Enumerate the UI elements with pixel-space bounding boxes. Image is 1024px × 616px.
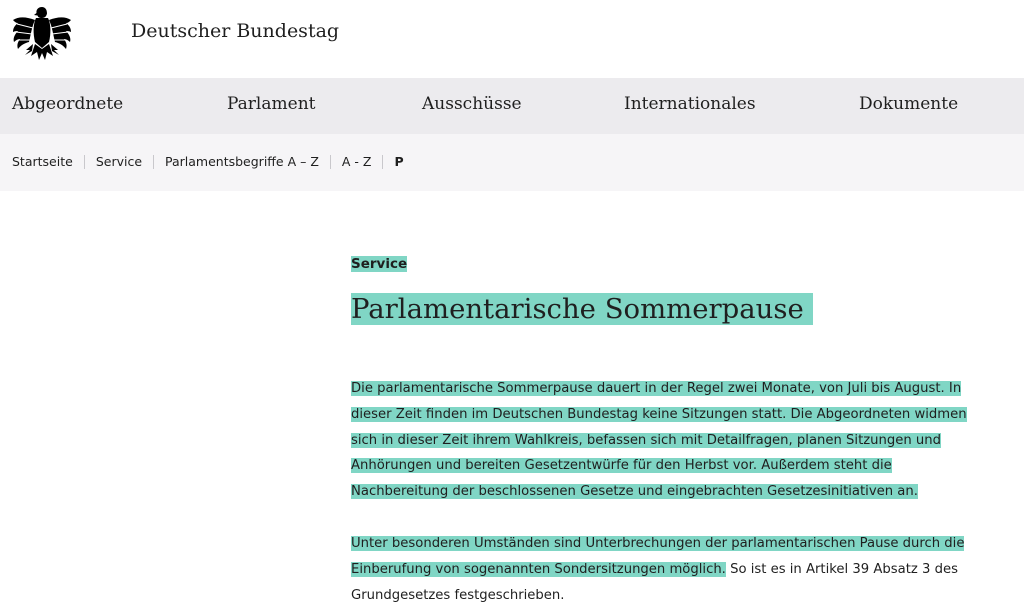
nav-item-parlament[interactable]: Parlament <box>227 94 316 114</box>
breadcrumb <box>12 154 404 169</box>
breadcrumb-bar <box>0 134 1024 191</box>
breadcrumb-separator <box>382 155 383 169</box>
article-paragraph-2 <box>351 531 991 608</box>
nav-item-dokumente[interactable]: Dokumente <box>859 94 959 114</box>
article-kicker <box>351 252 991 276</box>
paragraph-1-text: Die parlamentarische Sommerpause dauert in der Regel zwei Monate, von Juli bis August. In dieser Zeit finden im Deutschen Bundestag keine Sitzungen statt. Die Abgeordneten widmen sich in dieser Zeit ihrem Wahlkreis, befassen sich mit Detailfragen, planen Sitzungen und Anhörungen und bereiten Gesetzentwürfe für den Herbst vor. Außerdem steht die Nachbereitung der beschlossenen Gesetze und eingebrachten Gesetzesinitiativen an. <box>351 381 967 500</box>
page-title-text: Parlamentarische Sommerpause <box>351 293 813 325</box>
breadcrumb-current-page: P <box>394 154 404 169</box>
paragraph-2-rest-text: So ist es in Artikel 39 Absatz 3 des Grundgesetzes festgeschrieben. <box>351 561 958 603</box>
site-header <box>0 0 1024 78</box>
federal-eagle-icon[interactable] <box>11 4 73 64</box>
nav-item-internationales[interactable]: Internationales <box>624 94 756 114</box>
nav-item-ausschuesse[interactable]: Ausschüsse <box>422 94 522 114</box>
main-navigation <box>0 78 1024 134</box>
breadcrumb-separator <box>84 155 85 169</box>
site-title-link[interactable]: Deutscher Bundestag <box>131 20 340 42</box>
breadcrumb-separator <box>330 155 331 169</box>
paragraph-2-highlighted-text: Unter besonderen Umständen sind Unterbrechungen der parlamentarischen Pause durch die Einberufung von sogenannten Sondersitzungen möglich. <box>351 535 965 577</box>
breadcrumb-startseite[interactable]: Startseite <box>12 154 73 169</box>
article-content <box>351 252 991 608</box>
article-kicker-text: Service <box>351 256 408 272</box>
article-paragraph-1 <box>351 376 991 505</box>
breadcrumb-service[interactable]: Service <box>95 154 143 169</box>
page-title <box>351 289 991 329</box>
breadcrumb-separator <box>153 155 154 169</box>
nav-item-abgeordnete[interactable]: Abgeordnete <box>12 94 124 114</box>
breadcrumb-a-z[interactable]: A - Z <box>341 154 372 169</box>
breadcrumb-parlamentsbegriffe[interactable]: Parlamentsbegriffe A – Z <box>165 154 319 169</box>
